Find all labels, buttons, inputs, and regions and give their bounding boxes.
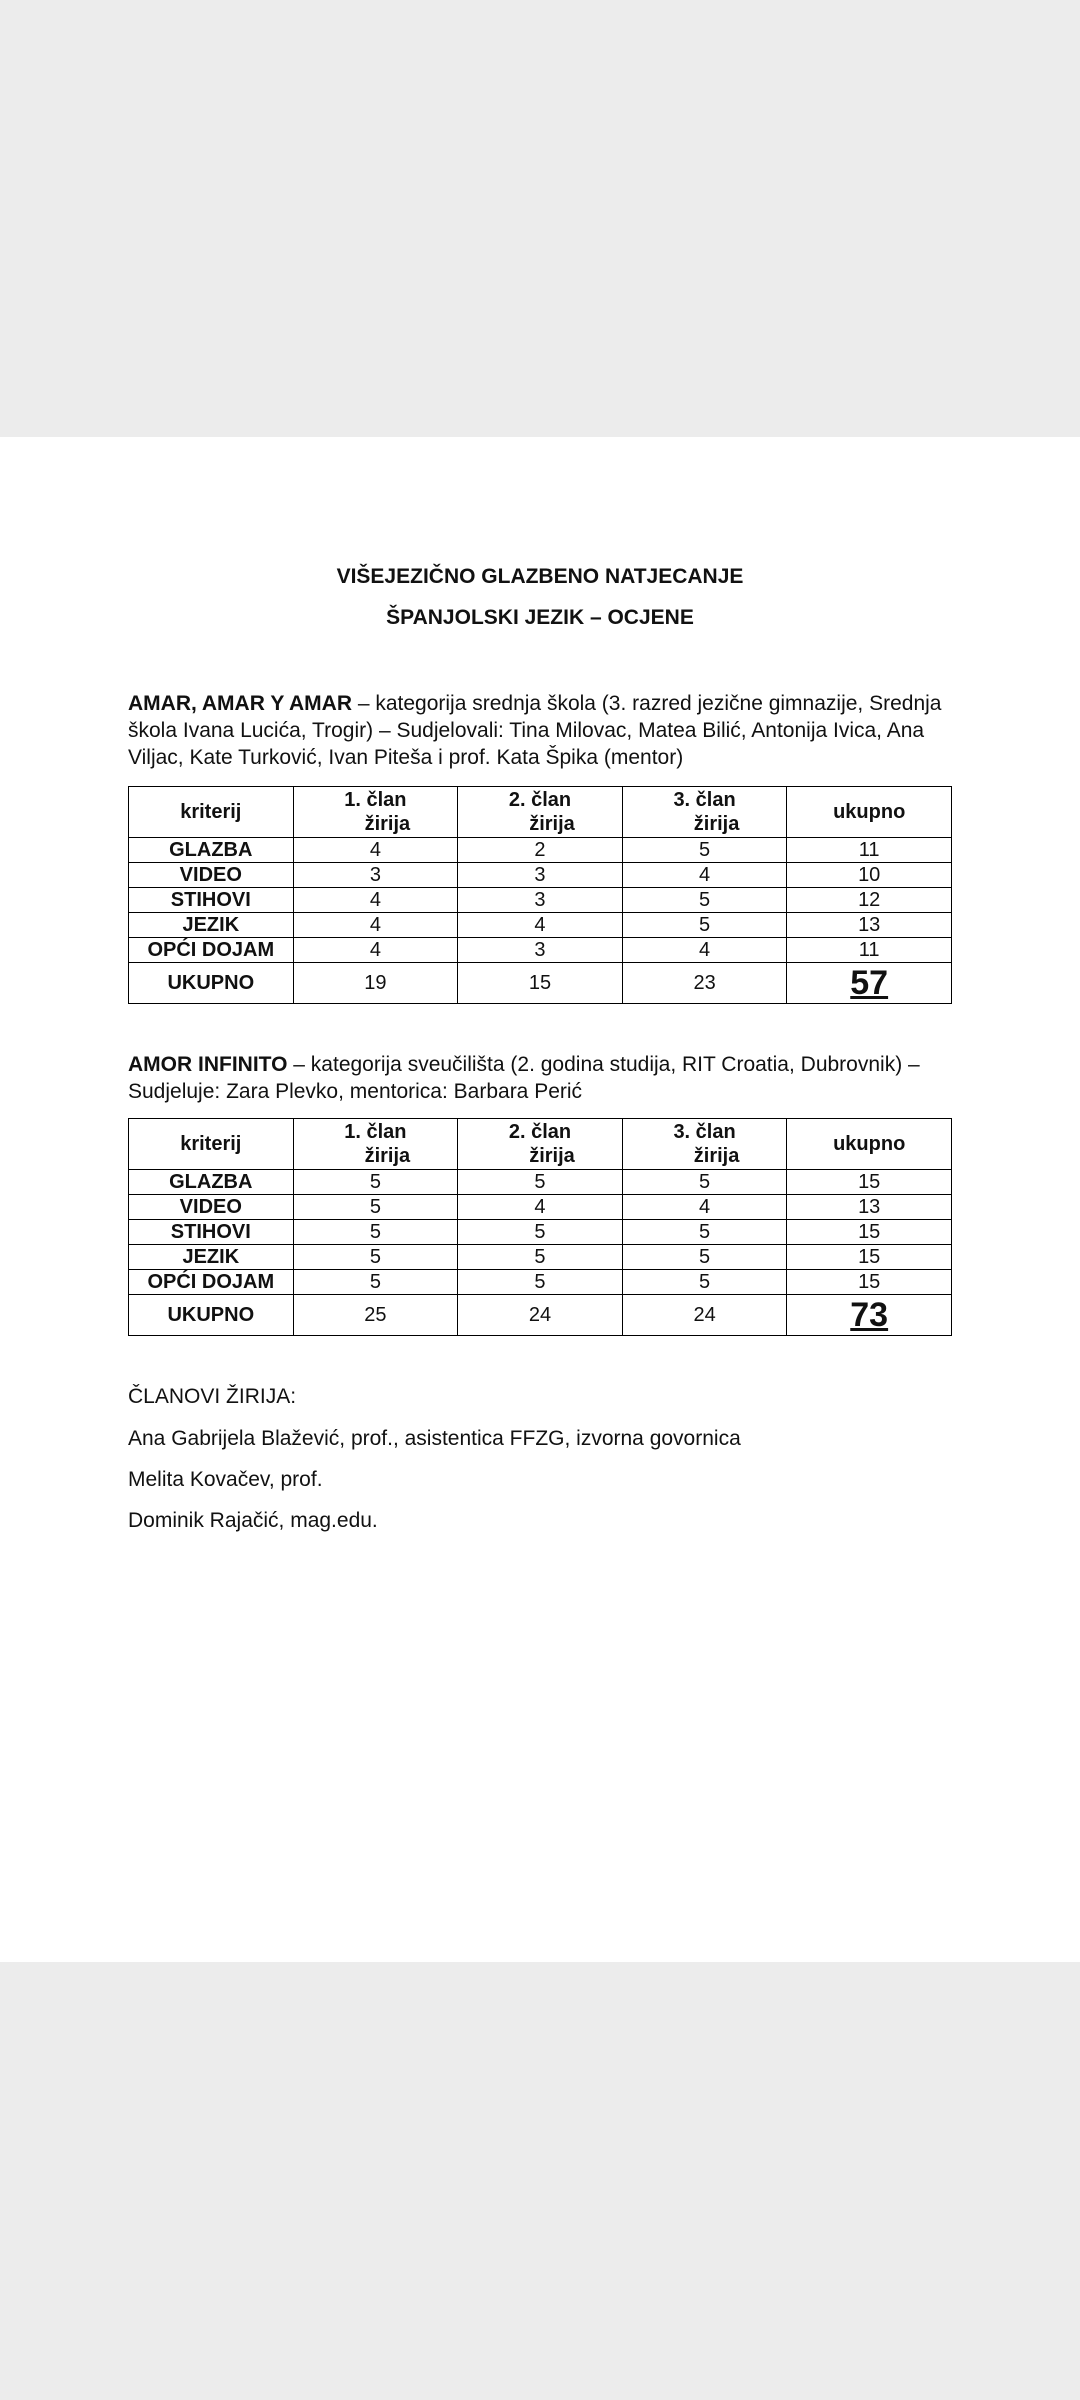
jury-heading: ČLANOVI ŽIRIJA: <box>128 1385 297 1408</box>
score-cell: 5 <box>622 838 787 863</box>
score-cell: 4 <box>293 888 458 913</box>
score-cell: 3 <box>458 888 623 913</box>
entry-description <box>128 1051 958 1105</box>
entry-description <box>128 690 958 771</box>
score-cell: 4 <box>293 838 458 863</box>
criterion-cell: STIHOVI <box>129 888 294 913</box>
table-total-row <box>129 1295 952 1336</box>
score-cell: 5 <box>622 888 787 913</box>
row-total-cell: 11 <box>787 938 952 963</box>
row-total-cell: 10 <box>787 863 952 888</box>
score-cell: 5 <box>458 1170 623 1195</box>
score-cell: 5 <box>293 1245 458 1270</box>
juror-total-cell: 23 <box>622 963 787 1004</box>
document-title: VIŠEJEZIČNO GLAZBENO NATJECANJE <box>336 565 744 588</box>
criterion-cell: STIHOVI <box>129 1220 294 1245</box>
table-total-row <box>129 963 952 1004</box>
criterion-cell: VIDEO <box>129 1195 294 1220</box>
entry-details: – kategorija srednja škola (3. razred jezične gimnazije, Srednja škola Ivana Lucića, Trogir) – Sudjelovali: Tina Milovac, Matea Bilić, Antonija Ivica, Ana Viljac, Kate Turković, Ivan Piteša i prof. Kata Špika (mentor) <box>128 692 942 769</box>
score-cell: 3 <box>293 863 458 888</box>
score-cell: 5 <box>293 1195 458 1220</box>
header-total: ukupno <box>787 1119 952 1170</box>
criterion-cell: JEZIK <box>129 913 294 938</box>
jury-member: Ana Gabrijela Blažević, prof., asistentica FFZG, izvorna govornica <box>128 1427 741 1450</box>
score-cell: 3 <box>458 863 623 888</box>
total-label: UKUPNO <box>129 963 294 1004</box>
table-row <box>129 913 952 938</box>
total-label: UKUPNO <box>129 1295 294 1336</box>
row-total-cell: 11 <box>787 838 952 863</box>
header-juror-1: 1. član žirija <box>293 787 458 838</box>
score-cell: 4 <box>622 1195 787 1220</box>
criterion-cell: OPĆI DOJAM <box>129 938 294 963</box>
row-total-cell: 15 <box>787 1170 952 1195</box>
grand-total-cell <box>787 1295 952 1336</box>
score-cell: 4 <box>622 938 787 963</box>
document-page <box>0 437 1080 1962</box>
score-cell: 5 <box>458 1270 623 1295</box>
score-cell: 4 <box>293 913 458 938</box>
document-subtitle: ŠPANJOLSKI JEZIK – OCJENE <box>386 606 694 629</box>
criterion-cell: VIDEO <box>129 863 294 888</box>
score-cell: 5 <box>458 1220 623 1245</box>
table-row <box>129 1195 952 1220</box>
row-total-cell: 15 <box>787 1245 952 1270</box>
header-juror-1: 1. član žirija <box>293 1119 458 1170</box>
table-row <box>129 938 952 963</box>
row-total-cell: 15 <box>787 1220 952 1245</box>
grand-total: 57 <box>850 964 889 1002</box>
header-juror-2: 2. član žirija <box>458 1119 623 1170</box>
table-row <box>129 1170 952 1195</box>
score-table <box>128 786 952 1004</box>
score-cell: 5 <box>622 1170 787 1195</box>
table-row <box>129 1270 952 1295</box>
score-cell: 5 <box>622 1245 787 1270</box>
score-cell: 5 <box>293 1170 458 1195</box>
juror-total-cell: 24 <box>622 1295 787 1336</box>
score-cell: 5 <box>458 1245 623 1270</box>
grand-total: 73 <box>850 1296 889 1334</box>
juror-total-cell: 25 <box>293 1295 458 1336</box>
header-criterion: kriterij <box>129 1119 294 1170</box>
score-cell: 4 <box>293 938 458 963</box>
score-cell: 5 <box>293 1220 458 1245</box>
juror-total-cell: 19 <box>293 963 458 1004</box>
score-cell: 4 <box>458 913 623 938</box>
entry-details: – kategorija sveučilišta (2. godina studija, RIT Croatia, Dubrovnik) – Sudjeluje: Zara Plevko, mentorica: Barbara Perić <box>128 1053 920 1103</box>
row-total-cell: 13 <box>787 913 952 938</box>
table-header-row <box>129 787 952 838</box>
score-cell: 5 <box>622 1220 787 1245</box>
juror-total-cell: 15 <box>458 963 623 1004</box>
table-row <box>129 1220 952 1245</box>
header-juror-3: 3. član žirija <box>622 1119 787 1170</box>
table-row <box>129 1245 952 1270</box>
header-juror-2: 2. član žirija <box>458 787 623 838</box>
entry-title: AMAR, AMAR Y AMAR <box>128 692 352 715</box>
header-juror-3: 3. član žirija <box>622 787 787 838</box>
score-cell: 2 <box>458 838 623 863</box>
criterion-cell: JEZIK <box>129 1245 294 1270</box>
table-row <box>129 863 952 888</box>
score-cell: 5 <box>622 1270 787 1295</box>
score-cell: 4 <box>622 863 787 888</box>
score-cell: 3 <box>458 938 623 963</box>
score-cell: 5 <box>622 913 787 938</box>
jury-member: Dominik Rajačić, mag.edu. <box>128 1509 378 1532</box>
score-cell: 4 <box>458 1195 623 1220</box>
table-row <box>129 888 952 913</box>
grand-total-cell <box>787 963 952 1004</box>
criterion-cell: GLAZBA <box>129 838 294 863</box>
row-total-cell: 15 <box>787 1270 952 1295</box>
score-table <box>128 1118 952 1336</box>
row-total-cell: 12 <box>787 888 952 913</box>
table-row <box>129 838 952 863</box>
row-total-cell: 13 <box>787 1195 952 1220</box>
header-total: ukupno <box>787 787 952 838</box>
criterion-cell: OPĆI DOJAM <box>129 1270 294 1295</box>
table-header-row <box>129 1119 952 1170</box>
criterion-cell: GLAZBA <box>129 1170 294 1195</box>
jury-member: Melita Kovačev, prof. <box>128 1468 323 1491</box>
entry-title: AMOR INFINITO <box>128 1053 288 1076</box>
header-criterion: kriterij <box>129 787 294 838</box>
juror-total-cell: 24 <box>458 1295 623 1336</box>
score-cell: 5 <box>293 1270 458 1295</box>
